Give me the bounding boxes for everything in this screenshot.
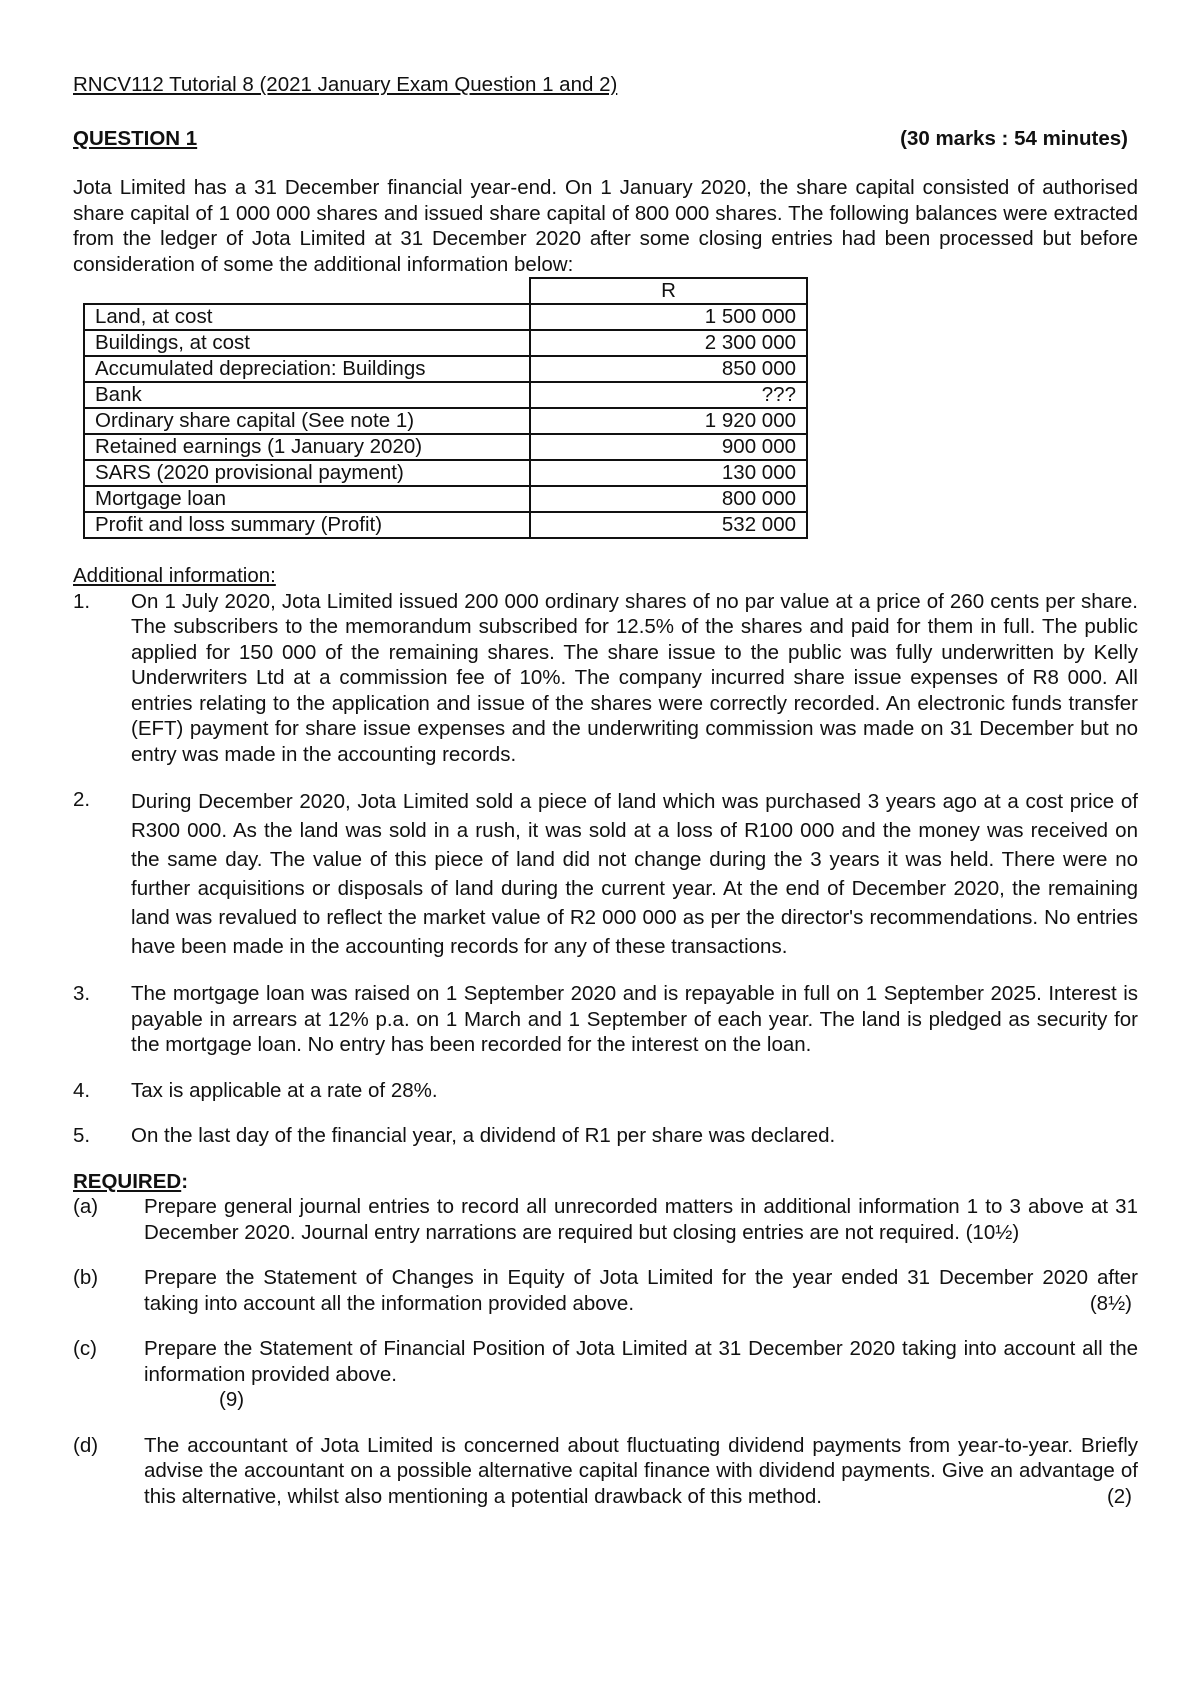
- list-item: [73, 981, 1138, 1058]
- ledger-balances-table: [83, 277, 808, 539]
- ledger-amount: 1 920 000: [530, 408, 807, 434]
- ledger-account-label: SARS (2020 provisional payment): [84, 460, 530, 486]
- ledger-amount: 130 000: [530, 460, 807, 486]
- ledger-account-label: Profit and loss summary (Profit): [84, 512, 530, 538]
- ledger-amount: 532 000: [530, 512, 807, 538]
- required-item-letter: (d): [73, 1433, 99, 1457]
- required-item-marks: (2): [1106, 1484, 1132, 1508]
- ledger-account-label: Mortgage loan: [84, 486, 530, 512]
- table-row: [84, 434, 807, 460]
- document-page: [73, 72, 1138, 1529]
- item-text: The mortgage loan was raised on 1 September 2020 and is repayable in full on 1 September 2025. Interest is payable in arrears at 12% p.a. on 1 March and 1 September of each year. The land is pledged as security for the mortgage loan. No entry has been recorded for the interest on the loan.: [131, 982, 1138, 1056]
- ledger-amount: 800 000: [530, 486, 807, 512]
- table-row: [84, 460, 807, 486]
- table-row: [84, 408, 807, 434]
- required-item-body: [144, 1265, 1138, 1316]
- required-label: REQUIRED: [73, 1169, 182, 1193]
- required-item: [73, 1336, 1138, 1413]
- required-item-body: [144, 1336, 1138, 1413]
- list-item: [73, 787, 1138, 961]
- required-item-letter: (a): [73, 1195, 99, 1218]
- required-item-letter: (c): [73, 1337, 97, 1360]
- table-row: [84, 356, 807, 382]
- required-item-text: Prepare general journal entries to record all unrecorded matters in additional information 1 to 3 above at 31 December 2020. Journal entry narrations are required but closing entries are not required. (10½): [144, 1195, 1138, 1244]
- ledger-account-label: Retained earnings (1 January 2020): [84, 434, 530, 460]
- item-number: 3.: [73, 982, 91, 1005]
- ledger-amount: 1 500 000: [530, 304, 807, 330]
- required-list: [73, 1194, 1138, 1509]
- currency-header: R: [530, 278, 807, 304]
- ledger-amount: 900 000: [530, 434, 807, 460]
- table-row: [84, 512, 807, 538]
- document-title: RNCV112 Tutorial 8 (2021 January Exam Question 1 and 2): [73, 73, 618, 96]
- required-item-letter: (b): [73, 1266, 99, 1289]
- required-item: [73, 1265, 1138, 1316]
- table-row: [84, 304, 807, 330]
- ledger-amount: 850 000: [530, 356, 807, 382]
- question-label: QUESTION 1: [73, 126, 198, 150]
- ledger-account-label: Accumulated depreciation: Buildings: [84, 356, 530, 382]
- item-number: 1.: [73, 589, 91, 613]
- ledger-account-label: Buildings, at cost: [84, 330, 530, 356]
- additional-info-list: [73, 589, 1138, 1149]
- required-colon: :: [181, 1169, 189, 1193]
- ledger-account-label: Land, at cost: [84, 304, 530, 330]
- additional-info-title: Additional information:: [73, 564, 276, 587]
- table-row: [84, 330, 807, 356]
- item-number: 5.: [73, 1124, 91, 1147]
- required-item: [73, 1433, 1138, 1510]
- item-text: On the last day of the financial year, a dividend of R1 per share was declared.: [131, 1124, 836, 1147]
- question-header: [73, 126, 1138, 152]
- required-item-text: The accountant of Jota Limited is concerned about fluctuating dividend payments from year-to-year. Briefly advise the accountant on a possible alternative capital finance with dividend payments. Give an advantage of this alternative, whilst also mentioning a potential drawback of this method.: [144, 1433, 1138, 1508]
- required-title: [73, 1169, 1138, 1195]
- ledger-account-label: Bank: [84, 382, 530, 408]
- ledger-amount: ???: [530, 382, 807, 408]
- item-text: Tax is applicable at a rate of 28%.: [131, 1078, 438, 1102]
- required-item-text: Prepare the Statement of Changes in Equity of Jota Limited for the year ended 31 December 2020 after taking into account all the information provided above.: [144, 1266, 1138, 1315]
- item-text: During December 2020, Jota Limited sold a piece of land which was purchased 3 years ago at a cost price of R300 000. As the land was sold in a rush, it was sold at a loss of R100 000 and the money was received on the same day. The value of this piece of land did not change during the 3 years it was held. There were no further acquisitions or disposals of land during the current year. At the end of December 2020, the remaining land was revalued to reflect the market value of R2 000 000 as per the director's recommendations. No entries have been made in the accounting records for any of these transactions.: [131, 790, 1138, 958]
- ledger-amount: 2 300 000: [530, 330, 807, 356]
- list-item: [73, 1078, 1138, 1104]
- item-number: 4.: [73, 1078, 91, 1102]
- table-header-row: [84, 278, 807, 304]
- item-text: On 1 July 2020, Jota Limited issued 200 000 ordinary shares of no par value at a price of 260 cents per share. The subscribers to the memorandum subscribed for 12.5% of the shares and paid for them in full. The public applied for 150 000 of the remaining shares. The share issue to the public was fully underwritten by Kelly Underwriters Ltd at a commission fee of 10%. The company incurred share issue expenses of R8 000. All entries relating to the application and issue of the shares were correctly recorded. An electronic funds transfer (EFT) payment for share issue expenses and the underwriting commission was made on 31 December but no entry was made in the accounting records.: [131, 589, 1138, 766]
- required-item-marks: (9): [219, 1388, 245, 1411]
- required-item-marks: (8½): [1089, 1291, 1132, 1315]
- ledger-account-label: Ordinary share capital (See note 1): [84, 408, 530, 434]
- required-item-body: [144, 1433, 1138, 1510]
- list-item: [73, 1123, 1138, 1149]
- table-row: [84, 486, 807, 512]
- item-number: 2.: [73, 788, 91, 811]
- list-item: [73, 589, 1138, 768]
- question-marks: (30 marks : 54 minutes): [900, 126, 1128, 150]
- intro-paragraph: Jota Limited has a 31 December financial year-end. On 1 January 2020, the share capital consisted of authorised share capital of 1 000 000 shares and issued share capital of 800 000 shares. The following balances were extracted from the ledger of Jota Limited at 31 December 2020 after some closing entries had been processed but before consideration of some the additional information below:: [73, 176, 1138, 276]
- required-item-text: Prepare the Statement of Financial Position of Jota Limited at 31 December 2020 taking into account all the information provided above.: [144, 1337, 1138, 1386]
- required-item: [73, 1194, 1138, 1245]
- table-row: [84, 382, 807, 408]
- required-item-body: [144, 1194, 1138, 1245]
